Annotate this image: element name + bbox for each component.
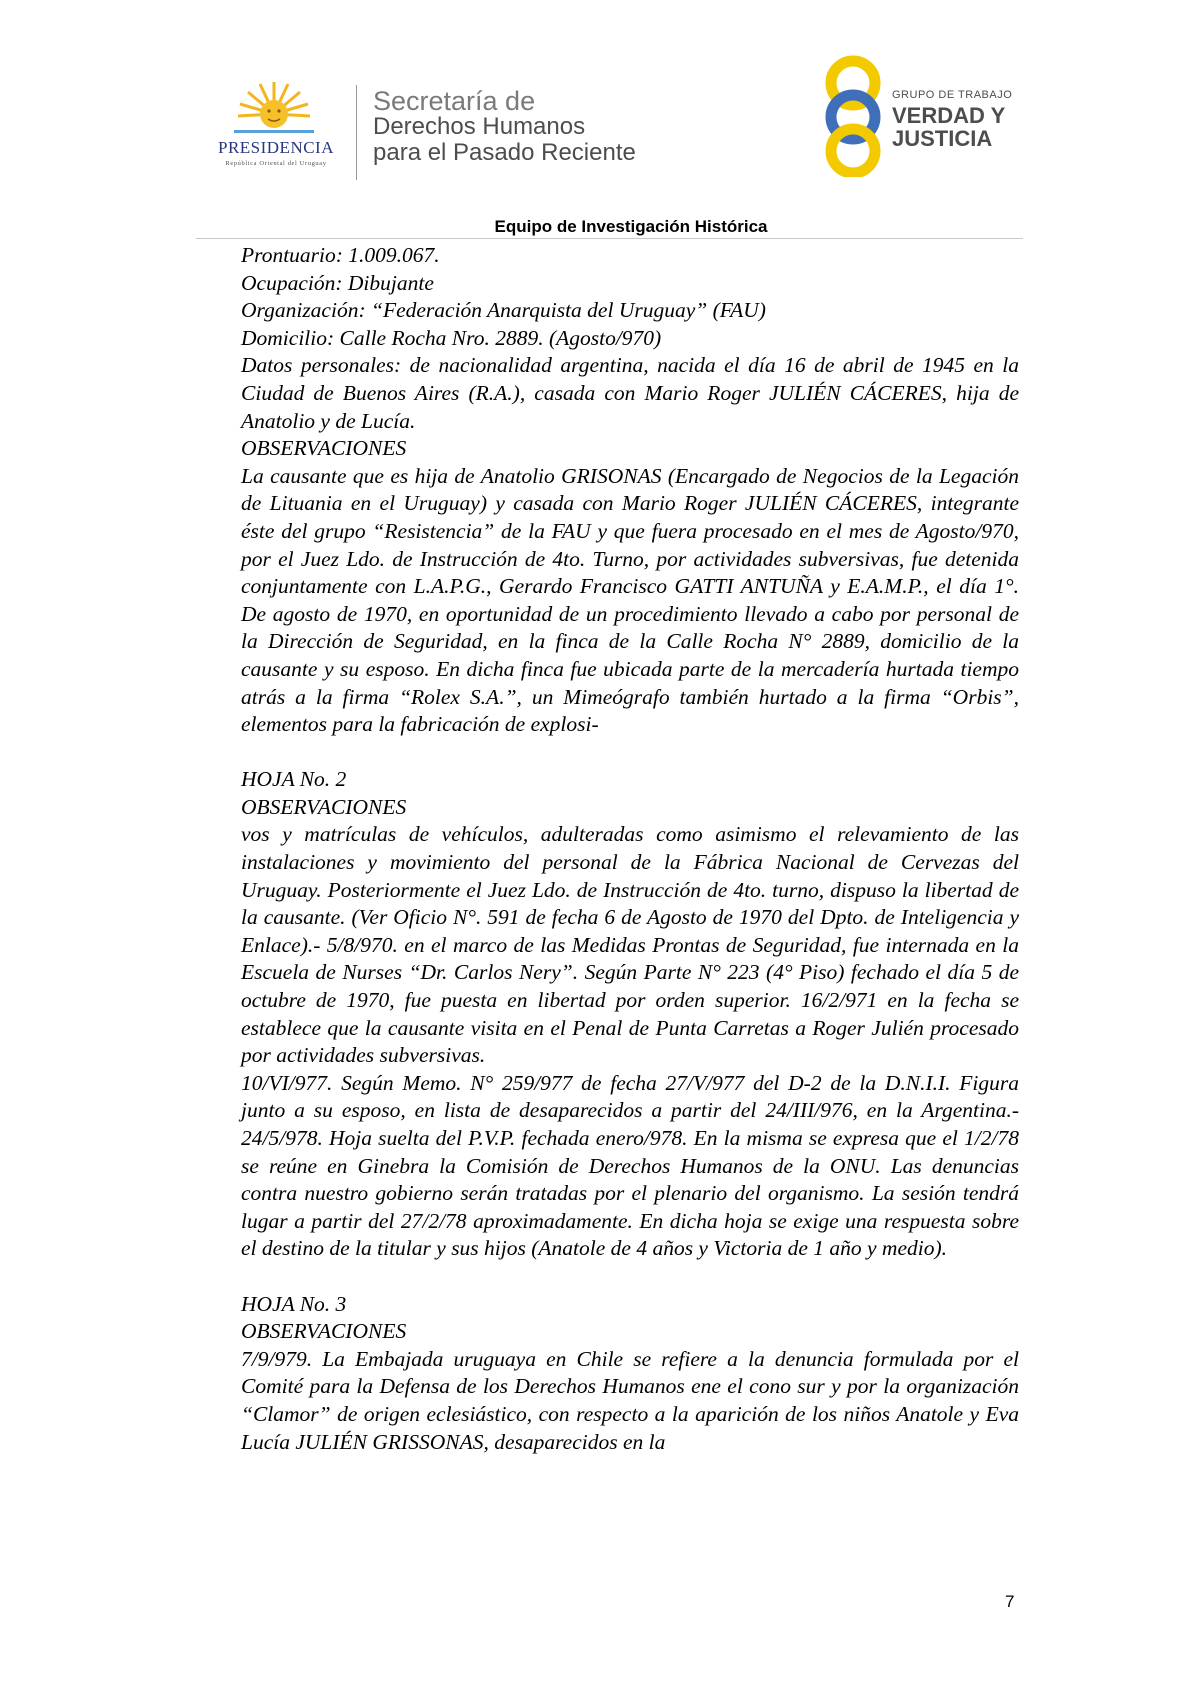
domicilio-line: Domicilio: Calle Rocha Nro. 2889. (Agosto/970)	[241, 325, 662, 350]
datos-personales-paragraph: Datos personales: de nacionalidad argentina, nacida el día 16 de abril de 1945 en la Ciudad de Buenos Aires (R.A.), casada con Mario Roger JULIÉN CÁCERES, hija de Anatolio y de Lucía.	[241, 353, 1019, 433]
organizacion-line: Organización: “Federación Anarquista del Uruguay” (FAU)	[241, 298, 766, 323]
header-rule	[196, 238, 1023, 239]
grupo-trabajo-label: GRUPO DE TRABAJO	[892, 89, 1013, 101]
observaciones-heading: OBSERVACIONES	[241, 1319, 407, 1344]
observaciones-paragraph: vos y matrículas de vehículos, adulteradas como asimismo el relevamiento de las instalaciones y movimiento del personal de la Fábrica Nacional de Cervezas del Uruguay. Posteriormente el Juez Ldo. de Instrucción de 4to. turno, dispuso la libertad de la causante. (Ver Oficio N°. 591 de fecha 6 de Agosto de 1970 del Dpto. de Inteligencia y Enlace).- 5/8/970. en el marco de las Medidas Prontas de Seguridad, fue internada en la Escuela de Nurses “Dr. Carlos Nery”. Según Parte N° 223 (4° Piso) fechado el día 5 de octubre de 1970, fue puesta en libertad por orden superior. 16/2/971 en la fecha se establece que la causante visita en el Penal de Punta Carretas a Roger Julién procesado por actividades subversivas.	[241, 822, 1019, 1068]
justicia-label: JUSTICIA	[892, 126, 993, 151]
team-title: Equipo de Investigación Histórica	[494, 217, 768, 236]
observaciones-heading: OBSERVACIONES	[241, 794, 407, 819]
secretaria-line-1: Secretaría de	[373, 86, 536, 116]
presidencia-logo	[196, 80, 356, 175]
presidencia-title: PRESIDENCIA	[217, 138, 334, 157]
observaciones-paragraph: 7/9/979. La Embajada uruguaya en Chile se refiere a la denuncia formulada por el Comité para la Defensa de los Derechos Humanos ene el cono sur y por la organización “Clamor” de origen eclesiástico, con respecto a la aparición de los niños Anatole y Eva Lucía JULIÉN GRISSONAS, desaparecidos en la	[241, 1346, 1019, 1454]
secretaria-line-3: para el Pasado Reciente	[373, 139, 636, 166]
verdad-label: VERDAD Y	[892, 103, 1006, 128]
ocupacion-line: Ocupación: Dibujante	[241, 270, 434, 295]
paragraph-gap	[241, 739, 1019, 767]
hoja-heading: HOJA No. 2	[241, 767, 347, 792]
sun-emblem-icon	[234, 80, 314, 142]
hoja-heading: HOJA No. 3	[241, 1291, 347, 1316]
presidencia-subtitle: República Oriental del Uruguay	[225, 160, 327, 167]
interlocked-rings-icon	[818, 55, 888, 177]
observaciones-paragraph: La causante que es hija de Anatolio GRISONAS (Encargado de Negocios de la Legación de Lituania en el Uruguay) y casada con Mario Roger JULIÉN CÁCERES, integrante éste del grupo “Resistencia” de la FAU y que fuera procesado en el mes de Agosto/970, por el Juez Ldo. de Instrucción de 4to. Turno, por actividades subversivas, fue detenida conjuntamente con L.A.P.G., Gerardo Francisco GATTI ANTUÑA y E.A.M.P., el día 1°. De agosto de 1970, en oportunidad de un procedimiento llevado a cabo por personal de la Dirección de Seguridad, en la finca de la Calle Rocha N° 2889, domicilio de la causante y su esposo. En dicha finca fue ubicada parte de la mercadería hurtada tiempo atrás a la firma “Rolex S.A.”, un Mimeógrafo también hurtado a la firma “Orbis”, elementos para la fabricación de explosi-	[241, 463, 1019, 737]
page-number: 7	[1005, 1592, 1015, 1611]
paragraph-gap	[241, 1263, 1019, 1291]
prontuario-line: Prontuario: 1.009.067.	[241, 243, 440, 267]
observaciones-heading: OBSERVACIONES	[241, 436, 407, 461]
observaciones-paragraph: 10/VI/977. Según Memo. N° 259/977 de fecha 27/V/977 del D-2 de la D.N.I.I. Figura junto a su esposo, en lista de desaparecidos a partir del 24/III/976, en la Argentina.- 24/5/978. Hoja suelta del P.V.P. fechada enero/978. En la misma se expresa que el 1/2/78 se reúne en Ginebra la Comisión de Derechos Humanos de la ONU. Las denuncias contra nuestro gobierno serán tratadas por el plenario del organismo. La sesión tendrá lugar a partir del 27/2/78 aproximadamente. En dicha hoja se exige una respuesta sobre el destino de la titular y sus hijos (Anatole de 4 años y Victoria de 1 año y medio).	[241, 1070, 1019, 1261]
document-body	[241, 242, 1019, 1456]
verdad-justicia-logo	[818, 55, 1028, 177]
secretaria-line-2: Derechos Humanos	[373, 113, 586, 140]
header-divider	[356, 85, 357, 180]
secretaria-logo-text	[373, 88, 636, 166]
